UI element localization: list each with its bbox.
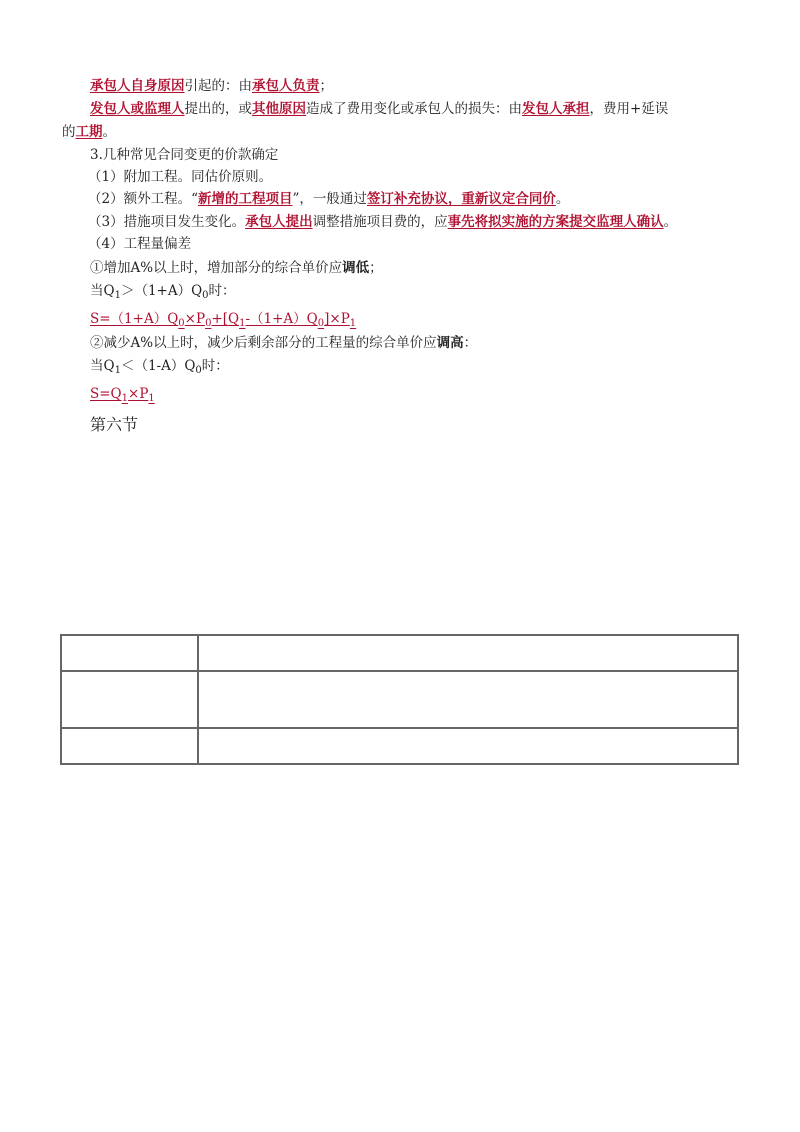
- item-quantity-deviation: （4）工程量偏差: [88, 236, 192, 252]
- rule-increase: ①增加A%以上时，增加部分的综合单价应调低；: [90, 260, 383, 276]
- table-cell: [198, 671, 738, 728]
- table-row: [61, 671, 738, 728]
- highlight-text: 发包人或监理人: [90, 101, 185, 117]
- table-cell: [198, 728, 738, 764]
- highlight-text: 承包人负责: [252, 78, 320, 94]
- condition-increase: 当$Q_1>(1+A)Q_0$时：: [90, 283, 236, 301]
- highlight-text: 其他原因: [252, 101, 306, 117]
- paragraph-employer-cause: 发包人或监理人提出的，或其他原因造成了费用变化或承包人的损失：由发包人承担，费用+延误: [90, 101, 669, 117]
- rule-decrease: ②减少A%以上时，减少后剩余部分的工程量的综合单价应调高：: [90, 335, 478, 351]
- table-row: [61, 728, 738, 764]
- formula-decrease: $S=Q_1\times P_1$: [90, 386, 155, 404]
- paragraph-contractor-cause: 承包人自身原因引起的：由承包人负责；: [90, 78, 333, 94]
- table-cell: [61, 635, 198, 671]
- highlight-text: 工期: [75, 124, 103, 140]
- paragraph-continuation: 的工期。: [62, 124, 116, 140]
- empty-table: [60, 634, 739, 765]
- condition-decrease: 当$Q_1<(1-A)Q_0$时：: [90, 358, 229, 376]
- highlight-text: 签订补充协议，重新议定合同价: [366, 191, 556, 207]
- item-extra-work: （2）额外工程。“新增的工程项目”，一般通过签订补充协议，重新议定合同价。: [88, 191, 570, 207]
- heading-price-determination: 3.几种常见合同变更的价款确定: [90, 147, 279, 163]
- item-additional-work: （1）附加工程。同估价原则。: [88, 169, 273, 185]
- table-cell: [61, 728, 198, 764]
- highlight-text: 承包人自身原因: [90, 78, 185, 94]
- table-cell: [198, 635, 738, 671]
- section-title: 第六节: [90, 415, 139, 434]
- highlight-text: 新增的工程项目: [198, 191, 293, 207]
- formula-increase: $S=(1+A)Q_0\times P_0+[Q_1-(1+A)Q_0]\times P_1$: [90, 311, 357, 329]
- highlight-text: 承包人提出: [245, 214, 313, 230]
- highlight-text: 事先将拟实施的方案提交监理人确认: [447, 214, 664, 230]
- table-row: [61, 635, 738, 671]
- item-measure-change: （3）措施项目发生变化。承包人提出调整措施项目费的，应事先将拟实施的方案提交监理人确认。: [88, 214, 678, 230]
- highlight-text: 发包人承担: [522, 101, 590, 117]
- table-cell: [61, 671, 198, 728]
